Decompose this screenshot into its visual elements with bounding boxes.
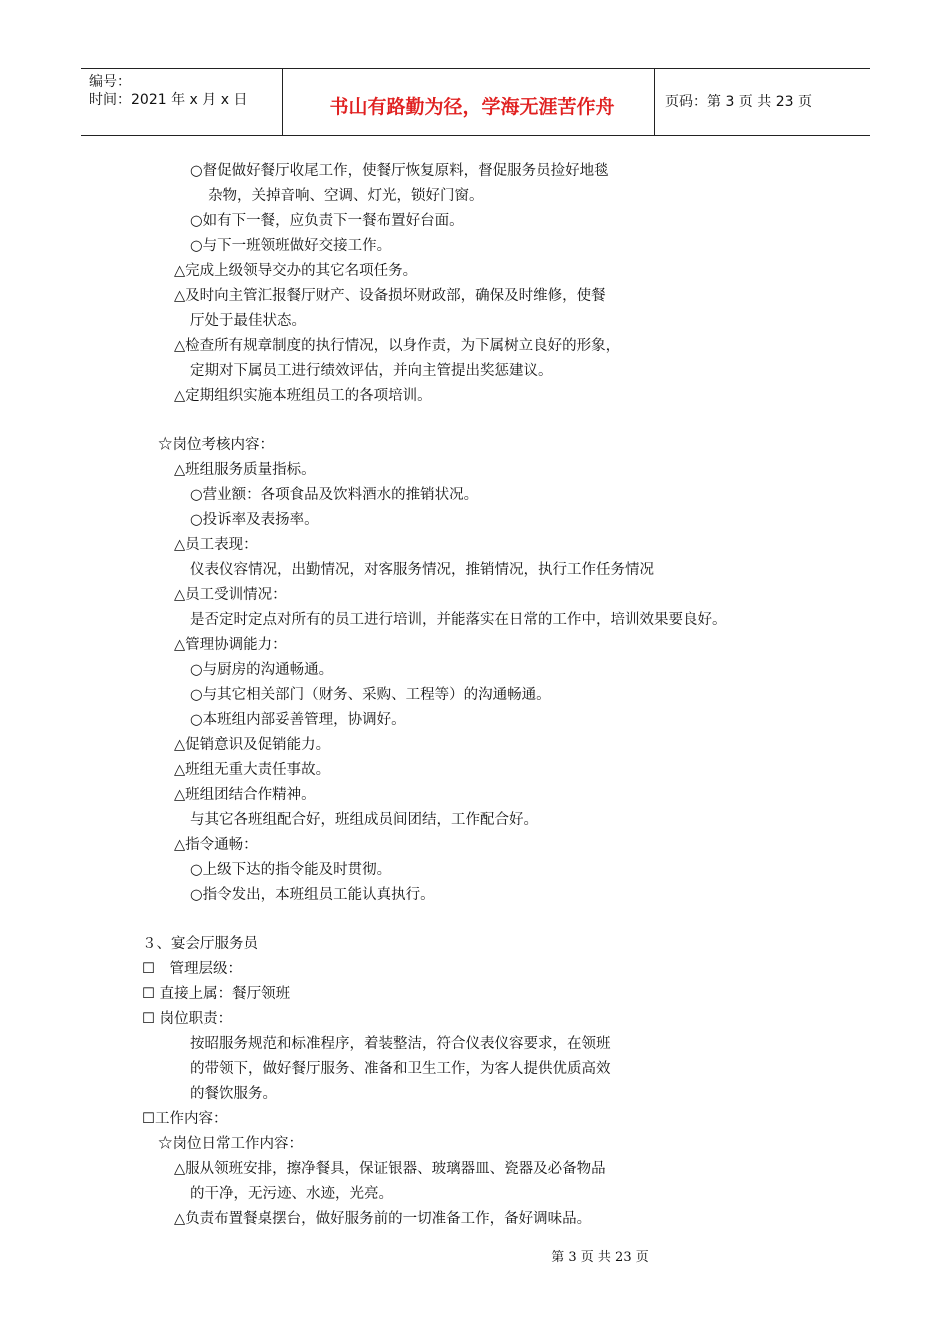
- body-line: 是否定时定点对所有的员工进行培训，并能落实在日常的工作中，培训效果要良好。: [190, 612, 727, 628]
- page-header: [81, 68, 870, 136]
- section-heading: ☆岗位考核内容：: [158, 437, 274, 453]
- body-line: 与其它各班组配合好，班组成员间团结，工作配合好。: [190, 812, 538, 828]
- body-line: △检查所有规章制度的执行情况，以身作责，为下属树立良好的形象，: [174, 338, 621, 354]
- body-line: ○与下一班领班做好交接工作。: [190, 238, 392, 254]
- body-line: △及时向主管汇报餐厅财产、设备损坏财政部，确保及时维修，使餐: [174, 288, 606, 304]
- body-line: 厅处于最佳状态。: [190, 313, 306, 329]
- header-divider-left: [282, 69, 283, 135]
- body-line: ☐工作内容：: [142, 1111, 228, 1127]
- body-line: △服从领班安排，擦净餐具，保证银器、玻璃器皿、瓷器及必备物品: [174, 1161, 606, 1177]
- body-line: 按昭服务规范和标准程序，着装整洁，符合仪表仪容要求，在领班: [190, 1036, 611, 1052]
- section-heading: ３、宴会厅服务员: [142, 936, 258, 952]
- document-date-label: 时间：2021 年 x 月 x 日: [89, 92, 248, 108]
- body-line: △班组无重大责任事故。: [174, 762, 331, 778]
- body-line: 的餐饮服务。: [190, 1086, 277, 1102]
- body-line: △班组服务质量指标。: [174, 462, 316, 478]
- body-line: ○投诉率及表扬率。: [190, 512, 319, 528]
- body-line: △负责布置餐桌摆台，做好服务前的一切准备工作，备好调味品。: [174, 1211, 592, 1227]
- page-number-label: 页码：第 3 页 共 23 页: [665, 94, 812, 110]
- body-line: ○督促做好餐厅收尾工作，使餐厅恢复原料，督促服务员捡好地毯: [190, 163, 609, 179]
- body-line: 的干净，无污迹、水迹，光亮。: [190, 1186, 393, 1202]
- body-line: △班组团结合作精神。: [174, 787, 316, 803]
- body-line: △员工表现：: [174, 537, 258, 553]
- body-line: △促销意识及促销能力。: [174, 737, 331, 753]
- body-line: ○如有下一餐，应负责下一餐布置好台面。: [190, 213, 464, 229]
- body-line: ○与厨房的沟通畅通。: [190, 662, 334, 678]
- document-number-label: 编号：: [89, 74, 131, 90]
- body-line: ○营业额：各项食品及饮料酒水的推销状况。: [190, 487, 479, 503]
- body-line: ○与其它相关部门（财务、采购、工程等）的沟通畅通。: [190, 687, 551, 703]
- body-line: △定期组织实施本班组员工的各项培训。: [174, 388, 432, 404]
- body-line: ☐ 岗位职责：: [142, 1011, 233, 1027]
- body-line: ○本班组内部妥善管理，协调好。: [190, 712, 406, 728]
- body-line: △指令通畅：: [174, 837, 258, 853]
- section-heading: ☆岗位日常工作内容：: [158, 1136, 303, 1152]
- body-line: 定期对下属员工进行绩效评估，并向主管提出奖惩建议。: [190, 363, 553, 379]
- body-line: 仪表仪容情况，出勤情况，对客服务情况，推销情况，执行工作任务情况: [190, 562, 654, 578]
- header-motto: 书山有路勤为径，学海无涯苦作舟: [329, 96, 615, 118]
- body-line: 杂物，关掉音响、空调、灯光，锁好门窗。: [208, 188, 484, 204]
- body-line: 的带领下，做好餐厅服务、准备和卫生工作，为客人提供优质高效: [190, 1061, 611, 1077]
- body-line: △管理协调能力：: [174, 637, 287, 653]
- page-footer: 第 3 页 共 23 页: [551, 1250, 649, 1265]
- body-line: △员工受训情况：: [174, 587, 287, 603]
- body-line: △完成上级领导交办的其它名项任务。: [174, 263, 418, 279]
- body-line: ○上级下达的指令能及时贯彻。: [190, 862, 392, 878]
- body-line: ☐ 直接上属：餐厅领班: [142, 986, 291, 1002]
- body-line: ○指令发出，本班组员工能认真执行。: [190, 887, 435, 903]
- body-line: ☐ 管理层级：: [142, 961, 242, 977]
- header-divider-right: [654, 69, 655, 135]
